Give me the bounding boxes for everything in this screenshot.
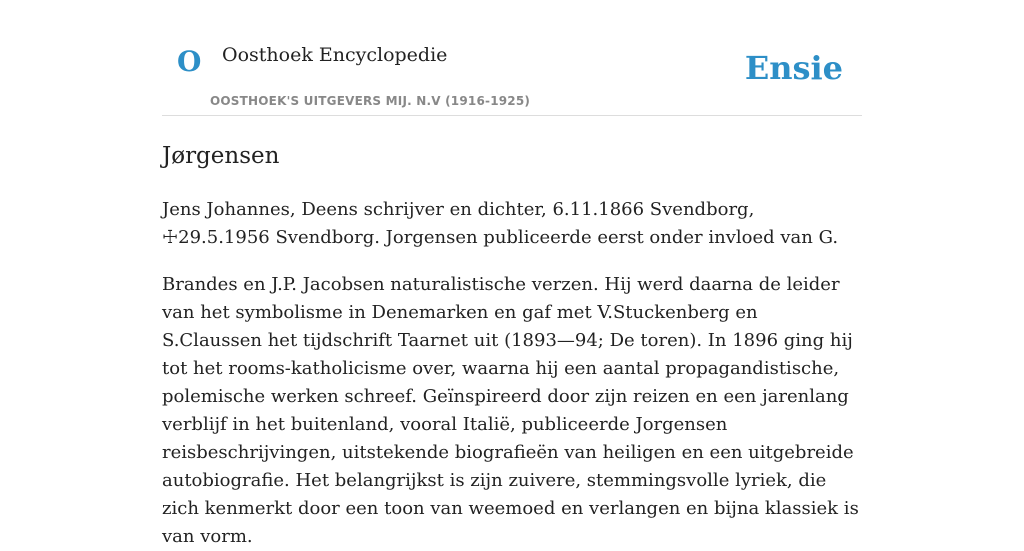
article xyxy=(162,142,862,551)
page xyxy=(162,0,862,551)
article-title: Jørgensen xyxy=(162,143,280,169)
site-header xyxy=(162,0,862,116)
article-paragraph: Brandes en J.P. Jacobsen naturalistische verzen. Hij werd daarna de leider van het symbolisme in Denemarken en gaf met V.Stuckenberg en S.Claussen het tijdschrift Taarnet uit (1893—94; De toren). In 1896 ging hij tot het rooms-katholicisme over, waarna hij een aantal propagandistische, polemische werken schreef. Geïnspireerd door zijn reizen en een jarenlang verblijf in het buitenland, vooral Italië, publiceerde Jorgensen reisbeschrijvingen, uitstekende biografieën van heiligen en een uitgebreide autobiografie. Het belangrijkst is zijn zuivere, stemmingsvolle lyriek, die zich kenmerkt door een toon van weemoed en verlangen en bijna klassiek is van vorm. xyxy=(162,274,859,547)
ensie-brand-link[interactable]: Ensie xyxy=(744,49,843,87)
site-logo[interactable]: O xyxy=(177,45,202,78)
publisher-subtitle: OOSTHOEK'S UITGEVERS MIJ. N.V (1916-1925) xyxy=(210,94,531,108)
site-title[interactable]: Oosthoek Encyclopedie xyxy=(222,44,448,66)
article-paragraph: Jens Johannes, Deens schrijver en dichter, 6.11.1866 Svendborg, ☩29.5.1956 Svendborg. Jorgensen publiceerde eerst onder invloed van G. xyxy=(162,199,839,248)
